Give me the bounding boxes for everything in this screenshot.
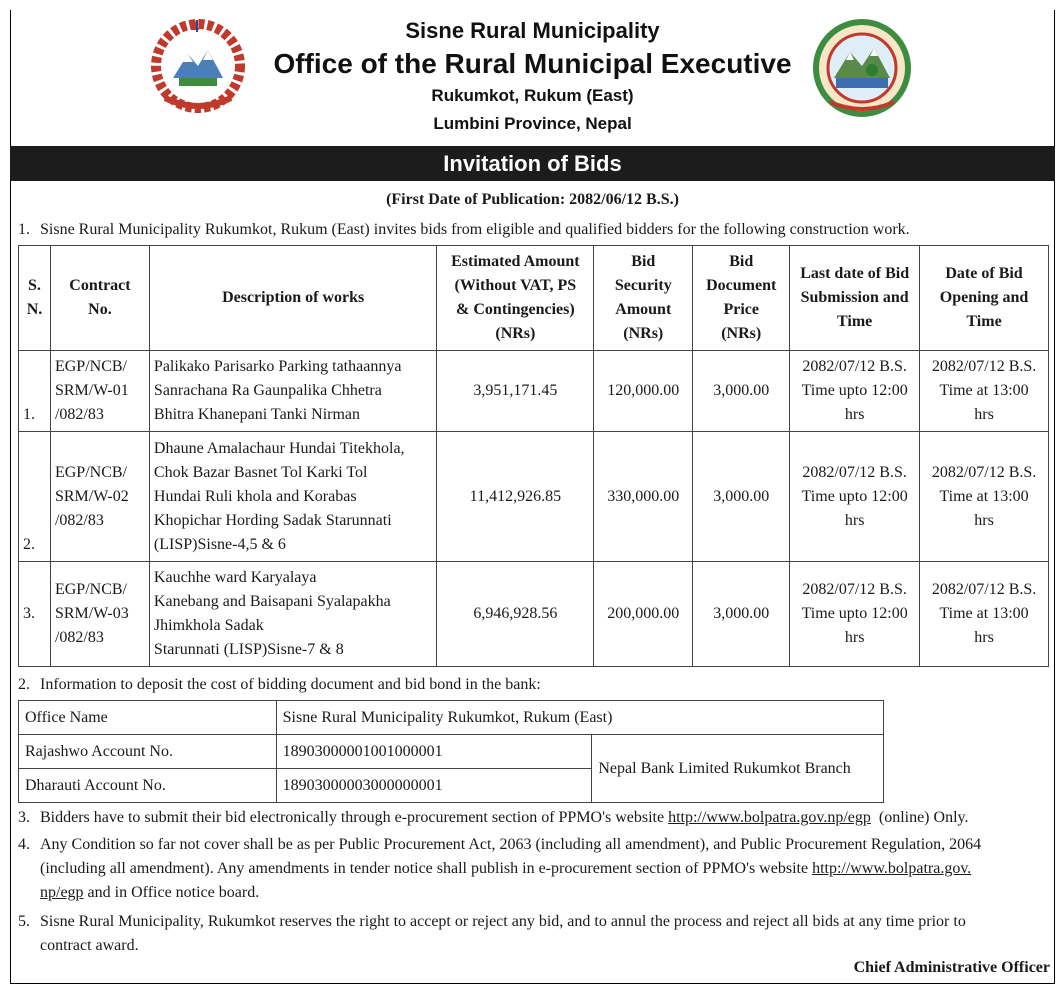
- table-header-row: [19, 246, 1049, 351]
- publication-date: (First Date of Publication: 2082/06/12 B.S.): [386, 191, 679, 208]
- bank-table: [18, 700, 884, 803]
- office-label: Office Name: [19, 701, 277, 735]
- nepal-government-emblem-icon: [143, 16, 253, 116]
- intro-text: Sisne Rural Municipality Rukumkot, Rukum (East) invites bids from eligible and qualified bidders for the following construction work.: [40, 221, 910, 238]
- row-security: 120,000.00: [594, 351, 693, 432]
- table-row: [19, 351, 1049, 432]
- row-contract: EGP/NCB/ SRM/W-03 /082/83: [50, 562, 149, 667]
- row-sn: 3.: [19, 562, 51, 667]
- note-4: [18, 833, 1053, 907]
- bank-intro-number: 2.: [18, 676, 30, 693]
- office-name: Office of the Rural Municipal Executive: [273, 48, 792, 79]
- table-row: [19, 562, 1049, 667]
- row-amount: 11,412,926.85: [437, 432, 594, 562]
- row-opening: 2082/07/12 B.S. Time at 13:00 hrs: [920, 351, 1049, 432]
- row-docprice: 3,000.00: [693, 562, 790, 667]
- note-3-text: Bidders have to submit their bid electronically through e-procurement section of PPMO's website: [40, 809, 669, 826]
- row-lastdate: 2082/07/12 B.S. Time upto 12:00 hrs: [790, 351, 920, 432]
- row-security: 330,000.00: [594, 432, 693, 562]
- note-4-line-2: (including all amendment). Any amendments in tender notice shall publish in e-procurement section of PPMO's website: [40, 860, 813, 877]
- bank-intro-text: Information to deposit the cost of bidding document and bid bond in the bank:: [40, 676, 541, 693]
- bolpatra-link[interactable]: http://www.bolpatra.gov.np/egp: [668, 809, 871, 826]
- bolpatra-link-part-1[interactable]: http://www.bolpatra.gov.: [812, 860, 972, 877]
- table-row: [19, 432, 1049, 562]
- row-description: Dhaune Amalachaur Hundai Titekhola, Chok Bazar Basnet Tol Karki Tol Hundai Ruli khola and Korabas Khopichar Hording Sadak Starunnati (LISP)Sisne-4,5 & 6: [149, 432, 437, 562]
- row-docprice: 3,000.00: [693, 432, 790, 562]
- header-opening: Date of Bid Opening and Time: [920, 246, 1049, 351]
- header-sn: S. N.: [19, 246, 51, 351]
- header-security: Bid Security Amount (NRs): [594, 246, 693, 351]
- header-contract: Contract No.: [50, 246, 149, 351]
- row-lastdate: 2082/07/12 B.S. Time upto 12:00 hrs: [790, 432, 920, 562]
- note-5-line-1: Sisne Rural Municipality, Rukumkot reserves the right to accept or reject any bid, and to annul the process and reject all bids at any time prior to: [40, 913, 966, 930]
- note-4-line-1: Any Condition so far not cover shall be as per Public Procurement Act, 2063 (including all amendment), and Public Procurement Regulation, 2064: [40, 836, 982, 853]
- note-5: [18, 910, 1053, 960]
- signature: Chief Administrative Officer: [853, 959, 1050, 976]
- row-amount: 6,946,928.56: [437, 562, 594, 667]
- row-amount: 3,951,171.45: [437, 351, 594, 432]
- note-5-number: 5.: [18, 913, 30, 930]
- row-contract: EGP/NCB/ SRM/W-01 /082/83: [50, 351, 149, 432]
- municipality-name: Sisne Rural Municipality: [405, 18, 660, 43]
- bolpatra-link-part-2[interactable]: np/egp: [40, 884, 84, 901]
- row-opening: 2082/07/12 B.S. Time at 13:00 hrs: [920, 432, 1049, 562]
- row-docprice: 3,000.00: [693, 351, 790, 432]
- notice-title: Invitation of Bids: [10, 146, 1055, 181]
- row-sn: 2.: [19, 432, 51, 562]
- note-3-suffix: (online) Only.: [870, 809, 969, 826]
- row-description: Kauchhe ward Karyalaya Kanebang and Baisapani Syalapakha Jhimkhola Sadak Starunnati (LISP)Sisne-7 & 8: [149, 562, 437, 667]
- row-security: 200,000.00: [594, 562, 693, 667]
- note-5-line-2: contract award.: [40, 937, 139, 954]
- row-lastdate: 2082/07/12 B.S. Time upto 12:00 hrs: [790, 562, 920, 667]
- note-4-number: 4.: [18, 836, 30, 853]
- row-contract: EGP/NCB/ SRM/W-02 /082/83: [50, 432, 149, 562]
- note-3-number: 3.: [18, 809, 30, 826]
- bank-row: [19, 735, 884, 769]
- header-lastdate: Last date of Bid Submission and Time: [790, 246, 920, 351]
- note-4-line-3: and in Office notice board.: [83, 884, 260, 901]
- province-line: Lumbini Province, Nepal: [433, 114, 632, 133]
- dharauti-value: 18903000003000000001: [276, 769, 592, 803]
- row-description: Palikako Parisarko Parking tathaannya Sanrachana Ra Gaunpalika Chhetra Bhitra Khanepani Tanki Nirman: [149, 351, 437, 432]
- header-docprice: Bid Document Price (NRs): [693, 246, 790, 351]
- frame-bottom: [10, 983, 1055, 984]
- bank-name: Nepal Bank Limited Rukumkot Branch: [592, 735, 884, 803]
- row-opening: 2082/07/12 B.S. Time at 13:00 hrs: [920, 562, 1049, 667]
- rajashwo-value: 18903000001001000001: [276, 735, 592, 769]
- dharauti-label: Dharauti Account No.: [19, 769, 277, 803]
- sisne-rural-municipality-logo-icon: [812, 16, 912, 120]
- bids-table: [18, 245, 1049, 667]
- office-value: Sisne Rural Municipality Rukumkot, Rukum (East): [276, 701, 883, 735]
- location-line: Rukumkot, Rukum (East): [431, 86, 634, 105]
- bank-row: [19, 701, 884, 735]
- header-amount: Estimated Amount (Without VAT, PS & Contingencies) (NRs): [437, 246, 594, 351]
- rajashwo-label: Rajashwo Account No.: [19, 735, 277, 769]
- row-sn: 1.: [19, 351, 51, 432]
- header-description: Description of works: [149, 246, 437, 351]
- intro-number: 1.: [18, 221, 30, 238]
